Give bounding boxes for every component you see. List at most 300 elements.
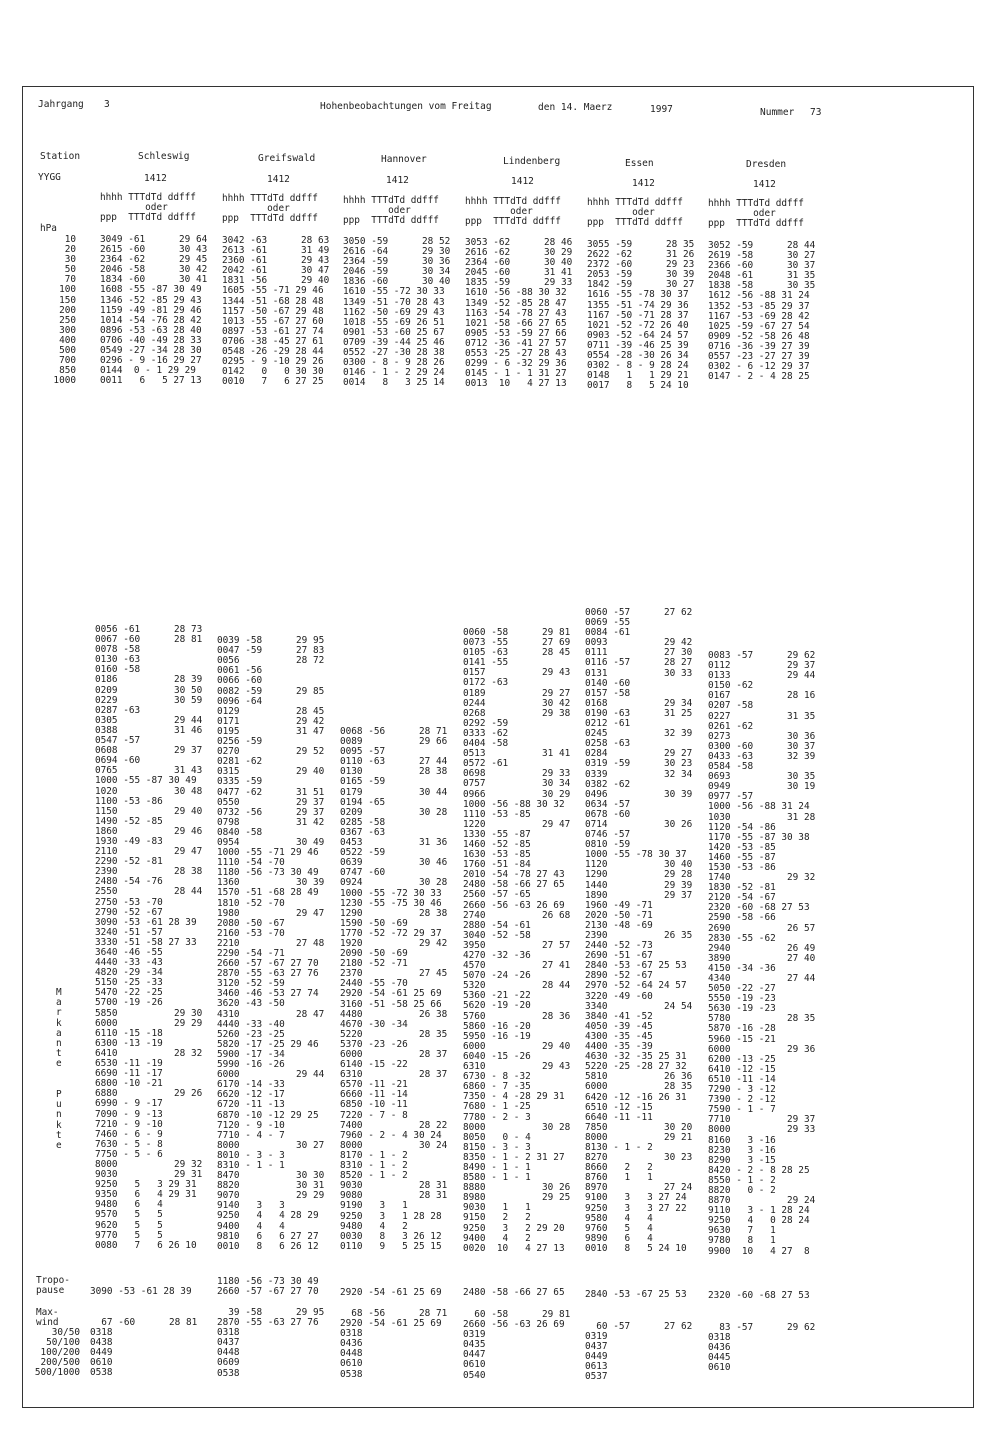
data-line: 2390 26 35 [585, 930, 693, 941]
data-line: 2890 -52 -67 [585, 970, 653, 982]
data-line: 0146 - 1 - 2 29 24 [343, 367, 445, 379]
data-line: 2880 -54 -61 [463, 919, 531, 931]
data-line: 6720 -11 -13 [217, 1099, 285, 1111]
data-line: 0765 31 43 [95, 765, 203, 777]
std-lindenberg [465, 238, 572, 389]
data-line: 3640 -46 -55 [95, 947, 163, 958]
data-line: 200 [59, 304, 76, 316]
data-line: 0030 8 3 26 12 [340, 1230, 442, 1242]
data-line: 50/100 [46, 1337, 80, 1349]
data-line: 1159 -49 -81 29 46 [100, 304, 202, 316]
data-line: 0903 -52 -64 24 57 [587, 329, 689, 341]
colhead-line-2: oder [465, 206, 533, 218]
data-line: 850 [59, 365, 76, 377]
data-line: 0905 -53 -59 27 66 [465, 327, 567, 339]
data-line: 7210 - 9 -10 [95, 1118, 163, 1130]
yygg-dresden: 1412 [753, 179, 776, 190]
data-line: 0540 [463, 1369, 486, 1381]
data-line: 1770 -52 -72 29 37 [340, 927, 442, 939]
colhead-line-3: ppp TTTdTd ddfff [587, 217, 683, 229]
data-line: 400 [59, 334, 76, 346]
trop-dresden: 2320 -60 -68 27 53 [708, 1290, 810, 1301]
data-line: 1835 -59 29 33 [465, 277, 573, 289]
data-line: 8490 - 1 - 1 [463, 1161, 531, 1173]
data-line: 4270 -32 -36 [463, 950, 531, 961]
data-line: 3890 27 40 [708, 952, 816, 964]
data-line: 0261 -62 [708, 720, 754, 732]
data-line: 1120 30 40 [585, 859, 693, 871]
data-line: 6510 -11 -14 [708, 1073, 776, 1085]
data-line: 2940 26 49 [708, 942, 816, 954]
data-line: 0167 28 16 [708, 690, 816, 702]
data-line: 0014 8 3 25 14 [343, 377, 445, 389]
data-line: 7390 - 2 -12 [708, 1094, 776, 1106]
station-name-hannover: Hannover [381, 154, 427, 165]
data-line: 0584 -58 [708, 761, 754, 773]
data-line: 5990 -16 -26 [217, 1059, 285, 1071]
tropopause-label [36, 1276, 70, 1296]
data-line: 0538 [217, 1367, 240, 1379]
data-line: 0435 [463, 1339, 486, 1351]
data-line: 4440 -33 -40 [217, 1018, 285, 1030]
data-line: 7750 - 5 - 6 [95, 1148, 163, 1160]
data-line: 0613 [585, 1361, 608, 1373]
data-line: 150 [59, 294, 76, 306]
data-line: 0165 -59 [340, 776, 386, 788]
data-line: 6300 -13 -19 [95, 1037, 163, 1049]
station-label: Station [40, 151, 81, 162]
data-line: 8000 29 32 [95, 1158, 203, 1170]
data-line: 1230 -55 -75 30 46 [340, 897, 442, 909]
data-line: 5820 -17 -25 29 46 [217, 1038, 319, 1050]
data-line: 0319 [585, 1331, 608, 1343]
data-line: 3050 -59 28 52 [343, 236, 451, 247]
data-line: 8660 2 2 [585, 1162, 653, 1174]
data-line: 3840 -41 -52 [585, 1010, 653, 1022]
data-line: 2053 -59 30 39 [587, 269, 695, 281]
data-line: 0095 -57 [340, 746, 386, 758]
data-line: 1020 30 48 [95, 785, 203, 797]
data-line: 1162 -50 -69 29 43 [343, 306, 445, 318]
data-line: 8010 - 3 - 3 [217, 1149, 285, 1161]
data-line: 0011 6 5 27 13 [100, 375, 202, 387]
data-line: 1810 -52 -70 [217, 897, 285, 909]
data-line: 8970 27 24 [585, 1182, 693, 1194]
data-line: 0810 -59 [585, 839, 631, 851]
data-line: 0066 -60 [217, 675, 263, 687]
data-line: 5960 -15 -21 [708, 1033, 776, 1045]
data-line: 1167 -53 -69 28 42 [708, 310, 810, 322]
data-line: 6170 -14 -33 [217, 1079, 285, 1091]
data-line: 0572 -61 [463, 758, 509, 770]
data-line: e [56, 1140, 62, 1152]
data-line: 1100 -53 -86 [95, 795, 163, 807]
data-line: 0554 -28 -30 26 34 [587, 350, 689, 362]
data-line: 0448 [217, 1347, 240, 1359]
data-line: 0367 -63 [340, 826, 386, 838]
data-line: 100/200 [40, 1347, 80, 1359]
data-line: 3053 -62 28 46 [465, 237, 573, 248]
data-line: 7680 - 1 -25 [463, 1101, 531, 1113]
data-line: 0110 9 5 25 15 [340, 1240, 442, 1252]
data-line: 3950 27 57 [463, 939, 571, 951]
data-line: 0160 -58 [95, 664, 141, 676]
yygg-greifswald: 1412 [267, 174, 290, 185]
data-line: 0129 28 45 [217, 705, 325, 717]
data-line: 0447 [463, 1349, 486, 1361]
data-line: 7220 - 7 - 8 [340, 1109, 408, 1121]
data-line: 0954 30 49 [217, 836, 325, 848]
data-line: 0142 0 0 30 30 [222, 366, 324, 378]
data-line: 2870 -55 -63 27 76 [217, 1317, 319, 1329]
data-line: 3330 -51 -58 27 33 [95, 936, 197, 948]
trop-lindenberg: 2480 -58 -66 27 65 [463, 1287, 565, 1298]
colhead-line-3: ppp TTTdTd ddfff [708, 218, 804, 230]
data-line: 1163 -54 -78 27 43 [465, 307, 567, 319]
data-line: 1842 -59 30 27 [587, 279, 695, 291]
data-line: 1610 -55 -72 30 33 [343, 286, 445, 298]
data-line: 0610 [90, 1357, 113, 1369]
data-line: 0130 -63 [95, 654, 141, 666]
colhead-line-2: oder [100, 202, 168, 214]
data-line: 7710 29 37 [708, 1114, 816, 1126]
trop-schleswig: 3090 -53 -61 28 39 [90, 1286, 192, 1297]
data-line: 1000 -56 -88 31 24 [708, 801, 810, 813]
data-line: 2619 -58 30 27 [708, 250, 816, 262]
data-line: 4400 -35 -39 [585, 1041, 653, 1053]
data-line: 9770 5 5 [95, 1229, 163, 1241]
data-line: 1930 -49 -83 [95, 835, 163, 847]
data-line: 0010 8 5 24 10 [585, 1242, 687, 1254]
data-line: 3049 -61 29 64 [100, 234, 208, 245]
data-line: 4480 26 38 [340, 1008, 448, 1020]
data-line: 9140 3 3 [217, 1200, 285, 1212]
data-line: 0068 -56 28 71 [340, 726, 448, 737]
report-date: den 14. Maerz [538, 102, 613, 113]
data-line: k [56, 1119, 62, 1131]
data-line: 6000 29 44 [217, 1069, 325, 1081]
station-name-schleswig: Schleswig [138, 151, 190, 162]
data-line: t [56, 1048, 62, 1060]
data-line: 0302 - 6 -12 29 37 [708, 361, 810, 373]
colhead-essen [587, 198, 683, 228]
data-line [708, 382, 815, 392]
data-line: 1180 -56 -73 30 49 [217, 867, 319, 879]
data-line: 0112 29 37 [708, 660, 816, 672]
data-line: 1150 29 40 [95, 805, 203, 817]
data-line: 6620 -12 -17 [217, 1089, 285, 1101]
data-line: 0056 -61 28 73 [95, 624, 203, 635]
data-line: 8270 30 23 [585, 1152, 693, 1164]
data-line: 0709 -39 -44 25 46 [343, 336, 445, 348]
data-line: 1000 [53, 375, 76, 387]
data-line: 1630 -53 -85 [463, 849, 531, 861]
data-line: 1460 -55 -87 [708, 851, 776, 863]
data-line: 9570 5 5 [95, 1209, 163, 1221]
data-line: 0538 [340, 1368, 363, 1380]
data-line: 8000 30 28 [463, 1121, 571, 1133]
data-line: 0056 28 72 [217, 655, 325, 667]
page-title: Hohenbeobachtungen vom Freitag [320, 101, 492, 112]
data-line: 0550 29 37 [217, 796, 325, 808]
data-line: 0244 30 42 [463, 697, 571, 709]
data-line: 500 [59, 345, 76, 357]
data-line: 1605 -55 -71 29 46 [222, 285, 324, 297]
data-line: 0547 -57 [95, 735, 141, 747]
data-line: 0453 31 36 [340, 837, 448, 849]
colhead-line-1: hhhh TTTdTd ddfff [465, 196, 561, 207]
data-line: 5220 -25 -28 27 32 [585, 1061, 687, 1073]
data-line: 8000 30 24 [340, 1139, 448, 1151]
data-line: 8880 30 26 [463, 1182, 571, 1194]
data-line: 3052 -59 28 44 [708, 240, 816, 251]
data-line: 6870 -10 -12 29 25 [217, 1109, 319, 1121]
data-line: 5780 28 35 [708, 1013, 816, 1025]
sig-schleswig [95, 625, 202, 1251]
data-line: 0209 30 28 [340, 806, 448, 818]
data-line: 2616 -62 30 29 [465, 247, 573, 259]
data-line: 2480 -54 -76 [95, 876, 163, 888]
data-line: 9030 1 1 [463, 1202, 531, 1214]
station-name-greifswald: Greifswald [258, 153, 316, 164]
data-line: 2616 -64 29 30 [343, 246, 451, 258]
data-line: 0798 31 42 [217, 816, 325, 828]
data-line: 0318 [708, 1332, 731, 1344]
data-line: 67 -60 28 81 [90, 1317, 198, 1328]
data-line: 300 [59, 324, 76, 336]
data-line: M [56, 987, 62, 998]
data-line: 0714 30 26 [585, 818, 693, 830]
data-line: 0186 28 39 [95, 674, 203, 686]
std-hannover [343, 237, 450, 388]
data-line: 0901 -53 -60 25 67 [343, 326, 445, 338]
data-line: 6850 -10 -11 [340, 1099, 408, 1111]
data-line: 6420 -12 -16 26 31 [585, 1091, 687, 1103]
data-line: 0302 - 8 - 9 28 24 [587, 360, 689, 372]
data-line: 0189 29 27 [463, 687, 571, 699]
data-line: 2180 -52 -71 [340, 958, 408, 970]
data-line: 1290 29 28 [585, 869, 693, 881]
data-line: 1000 -55 -72 30 33 [340, 887, 442, 899]
data-line: 0141 -55 [463, 657, 509, 669]
data-line: 1740 29 32 [708, 872, 816, 884]
data-line: 0549 -27 -34 28 30 [100, 345, 202, 357]
data-line: 4050 -39 -45 [585, 1020, 653, 1032]
data-line: 2080 -50 -67 [217, 917, 285, 929]
data-line: 0080 7 6 26 10 [95, 1239, 197, 1251]
data-line: 1360 30 39 [217, 877, 325, 889]
data-line: 1890 29 37 [585, 889, 693, 901]
data-line: 0060 -58 29 81 [463, 627, 571, 638]
data-line: 9580 4 4 [585, 1212, 653, 1224]
data-line: 7960 - 2 - 4 30 24 [340, 1129, 442, 1141]
data-line: 1167 -50 -71 28 37 [587, 309, 689, 321]
data-line: 9480 4 2 [340, 1220, 408, 1232]
std-dresden [708, 241, 815, 392]
data-line: 1014 -54 -76 28 42 [100, 314, 202, 326]
report-year: 1997 [650, 104, 673, 115]
data-line: 6660 -11 -14 [340, 1089, 408, 1101]
data-line: 9900 10 4 27 8 [708, 1245, 810, 1257]
colhead-lindenberg [465, 197, 561, 227]
sig-greifswald [217, 626, 324, 1252]
data-line: u [56, 1099, 62, 1111]
data-line: 5360 -21 -22 [463, 990, 531, 1002]
data-line: 7090 - 9 -13 [95, 1108, 163, 1120]
data-line: 2320 -60 -68 27 53 [708, 902, 810, 914]
data-line: 5850 29 30 [95, 1007, 203, 1019]
data-line: 2120 -54 -67 [708, 892, 776, 904]
data-line: 0096 -64 [217, 695, 263, 707]
colhead-line-1: hhhh TTTdTd ddfff [708, 198, 804, 209]
data-line: t [56, 1129, 62, 1141]
data-line: 9630 7 1 [708, 1225, 776, 1237]
data-line: 0287 -63 [95, 704, 141, 716]
data-line: 6000 29 36 [708, 1043, 816, 1055]
data-line: 0144 0 - 1 29 29 [100, 365, 196, 377]
data-line: 7710 - 4 - 7 [217, 1129, 285, 1141]
data-line: 5150 -25 -33 [95, 977, 163, 989]
data-line: 9350 6 4 29 31 [95, 1189, 197, 1201]
data-line: 5370 -23 -26 [340, 1038, 408, 1050]
data-line: 4670 -30 -34 [340, 1018, 408, 1030]
data-line: 3042 -63 28 63 [222, 235, 330, 246]
data-line: 0296 - 9 -16 29 27 [100, 355, 202, 367]
data-line: 30 [64, 254, 76, 266]
data-line: 200/500 [40, 1357, 80, 1369]
maxwind-label-1: Max- [36, 1307, 59, 1318]
data-line: 0299 - 6 -32 29 36 [465, 358, 567, 370]
data-line: 2010 -54 -78 27 43 [463, 869, 565, 881]
data-line: 0060 -57 27 62 [585, 607, 693, 618]
data-line: 2046 -58 30 42 [100, 264, 208, 276]
data-line: 0273 30 36 [708, 730, 816, 742]
data-line: 1120 -54 -86 [708, 821, 776, 833]
data-line: 0270 29 52 [217, 746, 325, 758]
data-line: 0609 [217, 1357, 240, 1369]
data-line: 5700 -19 -26 [95, 997, 163, 1009]
data-line: 8820 30 31 [217, 1180, 325, 1192]
data-line: 0966 30 29 [463, 788, 571, 800]
data-line: 3160 -51 -58 25 66 [340, 998, 442, 1010]
data-line: 0093 29 42 [585, 637, 693, 649]
data-line: 2622 -62 31 26 [587, 249, 695, 261]
yygg-essen: 1412 [632, 178, 655, 189]
data-line: 0716 -36 -39 27 39 [708, 340, 810, 352]
trop-greifswald [217, 1277, 319, 1297]
maxwind-label-2: wind [36, 1317, 59, 1329]
data-line: 1000 -55 -78 30 37 [585, 849, 687, 861]
data-line: 0333 -62 [463, 727, 509, 739]
data-line: 5870 -16 -28 [708, 1023, 776, 1035]
data-line: 7460 - 6 - 9 [95, 1128, 163, 1140]
data-line: 2370 27 45 [340, 968, 448, 980]
sig-lindenberg [463, 628, 570, 1254]
data-line: 6530 -11 -19 [95, 1058, 163, 1070]
colhead-line-1: hhhh TTTdTd ddfff [222, 193, 318, 204]
colhead-line-3: ppp TTTdTd ddfff [222, 213, 318, 225]
data-line: 6690 -11 -17 [95, 1068, 163, 1080]
data-line: 0061 -56 [217, 665, 263, 677]
colhead-line-2: oder [343, 205, 411, 217]
data-line: 0610 [340, 1358, 363, 1370]
colhead-line-2: oder [222, 203, 290, 215]
data-line: 1570 -51 -68 28 49 [217, 887, 319, 899]
data-line: 0083 -57 29 62 [708, 650, 816, 661]
data-line: 2130 -48 -69 [585, 919, 653, 931]
data-line: 5320 28 44 [463, 980, 571, 992]
data-line: 10 [64, 234, 76, 245]
data-line: 0949 30 19 [708, 781, 816, 793]
data-line: 1610 -56 -88 30 32 [465, 287, 567, 299]
hpa-levels [44, 235, 76, 386]
data-line: 1110 -53 -85 [463, 808, 531, 820]
station-name-dresden: Dresden [746, 159, 787, 170]
data-line: 2090 -50 -69 [340, 948, 408, 960]
data-line: 2364 -60 30 40 [465, 257, 573, 269]
data-line: 0116 -57 28 27 [585, 657, 693, 669]
data-line: 4310 28 47 [217, 1008, 325, 1020]
data-line: 0017 8 5 24 10 [587, 380, 689, 392]
data-line: 0840 -58 [217, 826, 263, 838]
data-line: k [56, 1017, 62, 1029]
data-line: 2046 -59 30 34 [343, 266, 451, 278]
data-line: 1960 -49 -71 [585, 899, 653, 911]
data-line: 1330 -55 -87 [463, 828, 531, 840]
data-line: 7590 - 1 - 7 [708, 1104, 776, 1116]
data-line: 8000 29 21 [585, 1131, 693, 1143]
data-line: 3460 -46 -53 27 74 [217, 988, 319, 1000]
data-line: 0438 [90, 1337, 113, 1349]
data-line: 0436 [340, 1338, 363, 1350]
data-line: 9250 4 4 28 29 [217, 1210, 319, 1222]
data-line: 8170 - 1 - 2 [340, 1149, 408, 1161]
data-line: 9250 5 3 29 31 [95, 1179, 197, 1191]
maxwind-hannover [340, 1309, 447, 1380]
data-line: 1349 -51 -70 28 43 [343, 296, 445, 308]
data-line: 0437 [217, 1337, 240, 1349]
data-line: 0639 30 46 [340, 857, 448, 869]
data-line: 0110 -63 27 44 [340, 756, 448, 768]
jahrgang-value: 3 [104, 99, 110, 110]
data-line: 3220 -49 -60 [585, 990, 653, 1002]
data-line: 8310 - 1 - 1 [217, 1159, 285, 1171]
data-line: 0047 -59 27 83 [217, 645, 325, 657]
data-line: 3055 -59 28 35 [587, 239, 695, 250]
data-line: 8420 - 2 - 8 28 25 [708, 1164, 810, 1176]
data-line: 0157 29 43 [463, 667, 571, 679]
maxwind-label [36, 1308, 59, 1328]
data-line: 0133 29 44 [708, 670, 816, 682]
data-line: 0706 -40 -49 28 33 [100, 334, 202, 346]
data-line: a [56, 1027, 62, 1039]
data-line: 9110 3 - 1 28 24 [708, 1205, 810, 1217]
colhead-line-2: oder [587, 207, 655, 219]
data-line: 0433 -63 32 39 [708, 750, 816, 762]
data-line: 2970 -52 -64 24 57 [585, 980, 687, 992]
data-line: 0281 -62 [217, 756, 263, 768]
yygg-label: YYGG [38, 172, 61, 183]
data-line: 2750 -53 -70 [95, 896, 163, 908]
data-line: 1170 -55 -87 30 38 [708, 831, 810, 843]
data-line: 0067 -60 28 81 [95, 634, 203, 646]
data-line: 0013 10 4 27 13 [465, 378, 567, 390]
data-line: 0084 -61 [585, 627, 631, 639]
data-line: 5470 -22 -25 [95, 987, 163, 999]
data-line: 2048 -61 31 35 [708, 270, 816, 282]
data-line: 5070 -24 -26 [463, 970, 531, 982]
data-line: 1490 -52 -85 [95, 815, 163, 827]
